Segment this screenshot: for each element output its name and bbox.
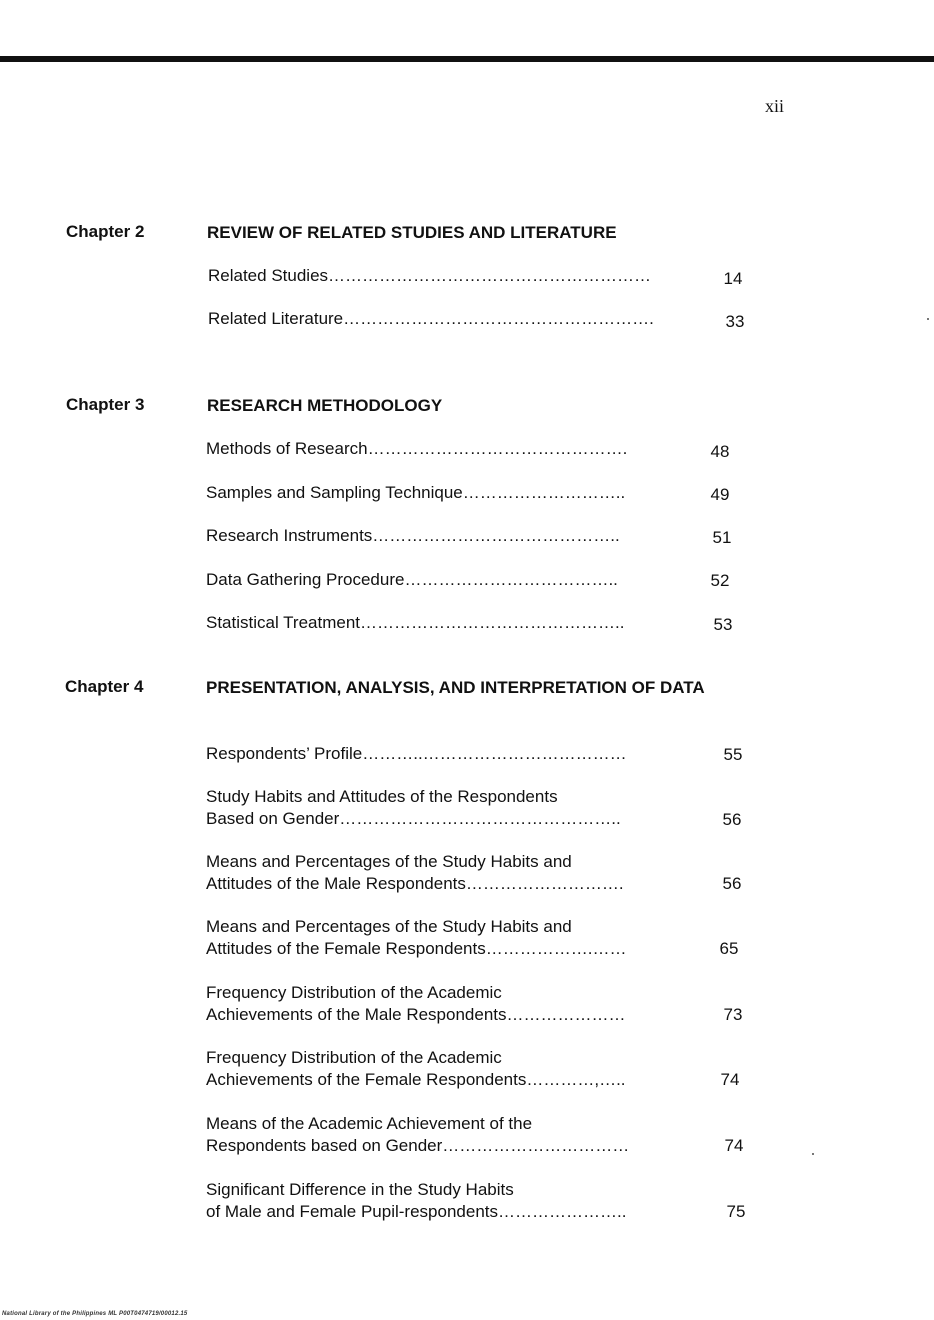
chapter-3-label: Chapter 3 xyxy=(66,395,145,414)
chapter-4-label: Chapter 4 xyxy=(65,677,144,696)
scan-speck xyxy=(927,318,929,320)
toc-entry[interactable]: Significant Difference in the Study Habits of Male and Female Pupil-respondents………………….. xyxy=(206,1180,627,1221)
toc-entry-page: 48 xyxy=(710,442,730,461)
toc-entry[interactable]: Statistical Treatment……………………………………….. xyxy=(206,613,625,632)
chapter-2-title: REVIEW OF RELATED STUDIES AND LITERATURE xyxy=(207,223,617,242)
toc-entry-page: 14 xyxy=(723,269,743,288)
toc-entry[interactable]: Means and Percentages of the Study Habits and Attitudes of the Female Respondents……………….…… xyxy=(206,917,627,958)
chapter-4-title: PRESENTATION, ANALYSIS, AND INTERPRETATION OF DATA xyxy=(206,678,705,697)
page-number: xii xyxy=(765,96,785,116)
toc-entry[interactable]: Research Instruments…………………………………….. xyxy=(206,526,620,545)
toc-entry-page: 75 xyxy=(726,1202,746,1221)
toc-entry[interactable]: Study Habits and Attitudes of the Respondents Based on Gender………………………………………….. xyxy=(206,787,621,828)
toc-entry-page: 74 xyxy=(724,1136,744,1155)
toc-entry-page: 49 xyxy=(710,485,730,504)
toc-entry-page: 73 xyxy=(723,1005,743,1024)
toc-entry-page: 55 xyxy=(723,745,743,764)
toc-entry-page: 74 xyxy=(720,1070,740,1089)
toc-entry[interactable]: Related Literature………………………………………………. xyxy=(208,309,654,328)
toc-entry-page: 56 xyxy=(722,874,742,893)
toc-entry-page: 53 xyxy=(713,615,733,634)
toc-entry[interactable]: Samples and Sampling Technique……………………….. xyxy=(206,483,626,502)
toc-entry[interactable]: Frequency Distribution of the Academic Achievements of the Female Respondents…………,….. xyxy=(206,1048,626,1089)
toc-entry-page: 33 xyxy=(725,312,745,331)
footer-watermark: National Library of the Philippines ML P00T0474719/00012.15 xyxy=(2,1311,188,1317)
scan-speck xyxy=(812,1153,814,1155)
toc-entry[interactable]: Frequency Distribution of the Academic Achievements of the Male Respondents………………… xyxy=(206,983,626,1024)
toc-entry-page: 51 xyxy=(712,528,732,547)
toc-entry[interactable]: Methods of Research………………………………………. xyxy=(206,439,628,458)
toc-entry[interactable]: Data Gathering Procedure……………………………….. xyxy=(206,570,618,589)
toc-entry[interactable]: Means and Percentages of the Study Habits and Attitudes of the Male Respondents………………………. xyxy=(206,852,624,893)
toc-entry[interactable]: Respondents’ Profile………..……………………………… xyxy=(206,744,627,763)
toc-entry[interactable]: Means of the Academic Achievement of the Respondents based on Gender…………………………… xyxy=(206,1114,630,1155)
toc-entry-page: 52 xyxy=(710,571,730,590)
toc-entry-page: 56 xyxy=(722,810,742,829)
top-border-rule xyxy=(0,56,934,62)
chapter-3-title: RESEARCH METHODOLOGY xyxy=(207,396,443,415)
toc-entry[interactable]: Related Studies………………………………………………… xyxy=(208,266,652,285)
toc-entry-page: 65 xyxy=(719,939,739,958)
chapter-2-label: Chapter 2 xyxy=(66,222,145,241)
